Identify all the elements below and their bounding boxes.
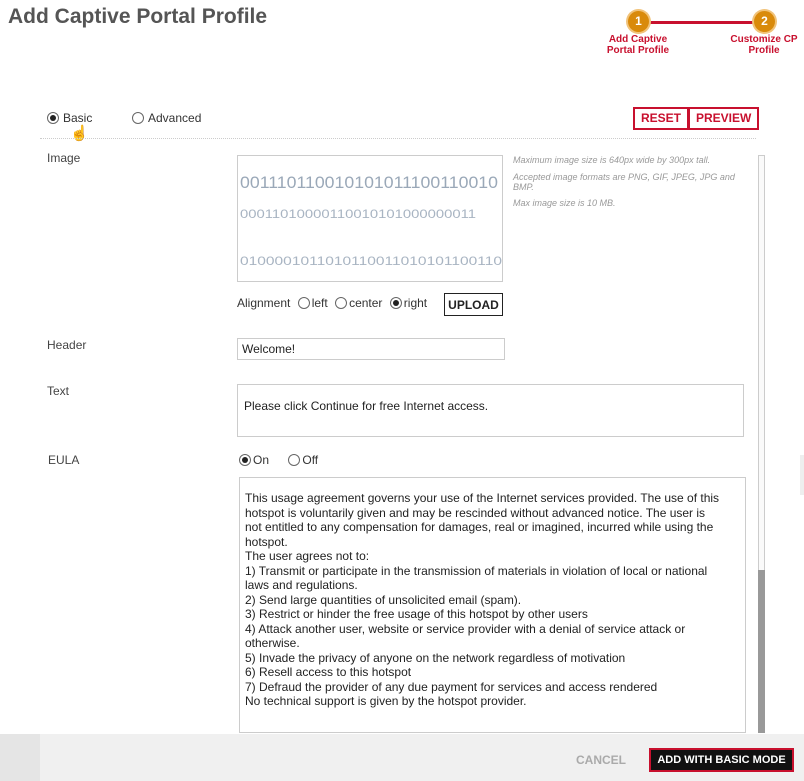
hint-max-size: Maximum image size is 640px wide by 300px tall. bbox=[513, 155, 711, 165]
step-2-label-line1: Customize CP bbox=[730, 34, 798, 45]
step-1-label bbox=[593, 34, 683, 56]
reset-button[interactable]: RESET bbox=[633, 107, 689, 130]
align-left-label: left bbox=[311, 295, 328, 310]
align-center-radio[interactable] bbox=[335, 297, 347, 309]
text-label: Text bbox=[47, 384, 70, 398]
eula-line: hotspot. bbox=[245, 534, 288, 549]
eula-line: 3) Restrict or hinder the free usage of this hotspot by other users bbox=[245, 607, 588, 621]
eula-off-label: Off bbox=[302, 452, 319, 467]
step-1-label-line1: Add Captive bbox=[608, 34, 668, 45]
eula-line: 5) Invade the privacy of anyone on the network regardless of motivation bbox=[245, 650, 626, 665]
mode-basic-label: Basic bbox=[63, 110, 93, 125]
hint-formats: Accepted image formats are PNG, GIF, JPEG, JPG and BMP. bbox=[513, 172, 735, 192]
eula-textarea[interactable] bbox=[239, 477, 746, 733]
header-input[interactable] bbox=[237, 338, 505, 360]
eula-line: otherwise. bbox=[245, 636, 300, 650]
hint-max-filesize: Max image size is 10 MB. bbox=[513, 198, 616, 208]
cancel-button[interactable]: CANCEL bbox=[570, 749, 630, 771]
binary-row-3: 0100001011010110011010101100110 bbox=[240, 254, 503, 268]
binary-row-1: 001110110010101011100110010 bbox=[240, 173, 498, 192]
binary-row-2: 00011010000110010101000000011 bbox=[240, 207, 477, 221]
eula-line: laws and regulations. bbox=[245, 578, 358, 592]
eula-line: 7) Defraud the provider of any due payment for services and access rendered bbox=[245, 679, 658, 694]
step-2-label-line2: Profile bbox=[748, 45, 780, 56]
stepper-connector bbox=[640, 21, 764, 24]
step-1-label-line2: Portal Profile bbox=[606, 45, 670, 56]
step-1-circle: 1 bbox=[628, 11, 649, 32]
upload-button[interactable]: UPLOAD bbox=[444, 293, 503, 316]
eula-off-radio[interactable] bbox=[288, 454, 300, 466]
mode-advanced-label: Advanced bbox=[148, 110, 202, 125]
step-2-label bbox=[714, 34, 804, 56]
page-scrollbar-thumb[interactable] bbox=[758, 570, 765, 733]
text-textarea[interactable] bbox=[237, 384, 744, 437]
eula-line: The user agrees not to: bbox=[245, 549, 370, 563]
step-2-circle: 2 bbox=[754, 11, 775, 32]
eula-on-radio[interactable] bbox=[239, 454, 251, 466]
align-left-radio[interactable] bbox=[298, 297, 310, 309]
align-center-label: center bbox=[349, 295, 383, 310]
add-with-basic-mode-button[interactable]: ADD WITH BASIC MODE bbox=[649, 748, 794, 772]
eula-toggle bbox=[239, 452, 334, 467]
eula-on-label: On bbox=[253, 452, 270, 467]
align-right-label: right bbox=[403, 295, 428, 310]
mode-basic-radio[interactable] bbox=[47, 112, 59, 124]
preview-button[interactable]: PREVIEW bbox=[688, 107, 759, 130]
binary-banner-image bbox=[238, 156, 503, 282]
align-right-radio[interactable] bbox=[390, 297, 402, 309]
hand-cursor-icon: ☝ bbox=[70, 125, 89, 142]
eula-line: not entitled to any compensation for damages, real or imagined, incurred while using the bbox=[245, 520, 714, 534]
page-title: Add Captive Portal Profile bbox=[8, 5, 268, 28]
eula-line: 1) Transmit or participate in the transmission of materials in violation of local or national bbox=[245, 563, 708, 578]
alignment-label: Alignment bbox=[237, 295, 291, 310]
eula-line: 4) Attack another user, website or service provider with a denial of service attack or bbox=[245, 621, 686, 636]
image-label: Image bbox=[47, 151, 81, 165]
footer-left-panel bbox=[0, 734, 40, 781]
mode-advanced-radio[interactable] bbox=[132, 112, 144, 124]
eula-line: 6) Resell access to this hotspot bbox=[245, 665, 412, 679]
side-panel-handle[interactable] bbox=[800, 455, 804, 495]
eula-line: No technical support is given by the hotspot provider. bbox=[245, 694, 527, 708]
eula-line: 2) Send large quantities of unsolicited email (spam). bbox=[245, 592, 522, 607]
header-label: Header bbox=[47, 338, 87, 352]
section-divider bbox=[40, 138, 756, 139]
eula-label: EULA bbox=[48, 453, 80, 467]
eula-line: This usage agreement governs your use of the Internet services provided. The use of this bbox=[245, 491, 720, 505]
mode-basic-option[interactable] bbox=[47, 110, 92, 125]
image-preview[interactable] bbox=[237, 155, 503, 282]
alignment-row bbox=[237, 295, 427, 310]
mode-advanced-option[interactable] bbox=[132, 110, 201, 125]
eula-line: hotspot is voluntarily given and may be rescinded without advanced notice. The user is bbox=[245, 505, 706, 520]
